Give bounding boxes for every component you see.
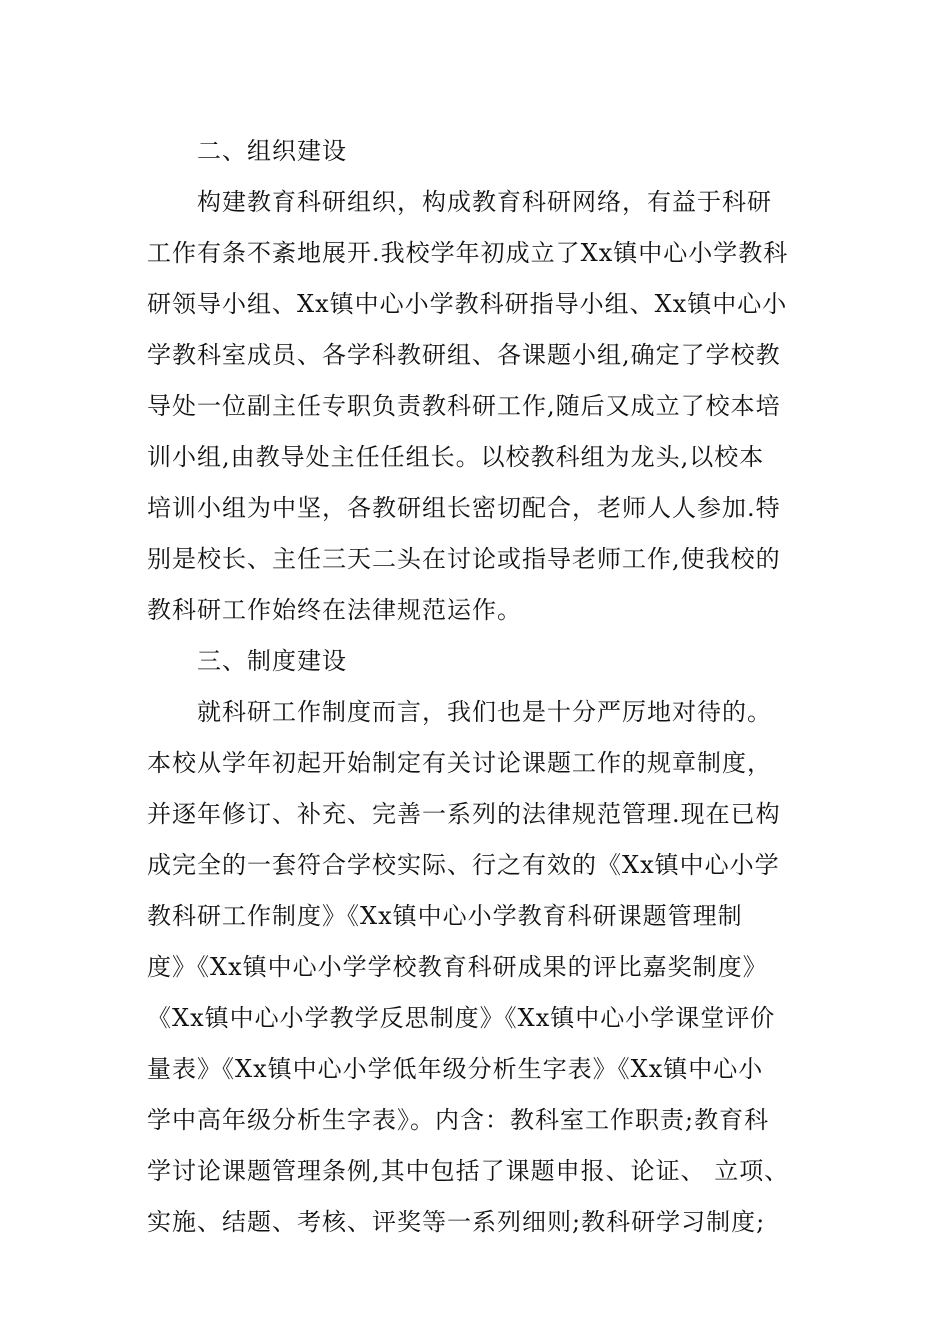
paragraph-line: 成完全的一套符合学校实际、行之有效的《Xx镇中心小学: [147, 851, 780, 879]
paragraph-line: 工作有条不紊地展开.我校学年初成立了Xx镇中心小学教科: [147, 239, 789, 267]
paragraph-line: 别是校长、主任三天二头在讨论或指导老师工作,使我校的: [147, 545, 781, 573]
paragraph-line: 研领导小组、Xx镇中心小学教科研指导小组、Xx镇中心小: [147, 290, 788, 318]
paragraph-line: 本校从学年初起开始制定有关讨论课题工作的规章制度，: [147, 749, 772, 777]
paragraph-line: 实施、结题、考核、评奖等一系列细则;教科研学习制度;: [147, 1208, 766, 1236]
paragraph-line: 《Xx镇中心小学教学反思制度》《Xx镇中心小学课堂评价: [147, 1004, 776, 1032]
paragraph-line: 学中高年级分析生字表》。内含：教科室工作职责;教育科: [147, 1106, 770, 1134]
paragraph-line: 教科研工作始终在法律规范运作。: [147, 596, 522, 624]
paragraph-line: 构建教育科研组织，构成教育科研网络，有益于科研: [197, 188, 772, 216]
paragraph-line: 学讨论课题管理条例,其中包括了课题申报、论证、 立项、: [147, 1157, 790, 1185]
paragraph-line: 就科研工作制度而言，我们也是十分严厉地对待的。: [197, 698, 772, 726]
paragraph-line: 导处一位副主任专职负责教科研工作,随后又成立了校本培: [147, 392, 781, 420]
paragraph-line: 量表》《Xx镇中心小学低年级分析生字表》《Xx镇中心小: [147, 1055, 764, 1083]
paragraph-line: 并逐年修订、补充、完善一系列的法律规范管理.现在已构: [147, 800, 781, 828]
paragraph-line: 教科研工作制度》《Xx镇中心小学教育科研课题管理制: [147, 902, 743, 930]
paragraph-line: 度》《Xx镇中心小学学校教育科研成果的评比嘉奖制度》: [147, 953, 768, 981]
paragraph-line: 训小组,由教导处主任任组长。以校教科组为龙头,以校本: [147, 443, 765, 471]
document-body: [147, 126, 807, 1248]
paragraph-line: 培训小组为中坚，各教研组长密切配合，老师人人参加.特: [147, 494, 781, 522]
section-heading-organization: 二、组织建设: [197, 137, 347, 165]
section-heading-system: 三、制度建设: [197, 647, 347, 675]
paragraph-line: 学教科室成员、各学科教研组、各课题小组,确定了学校教: [147, 341, 781, 369]
